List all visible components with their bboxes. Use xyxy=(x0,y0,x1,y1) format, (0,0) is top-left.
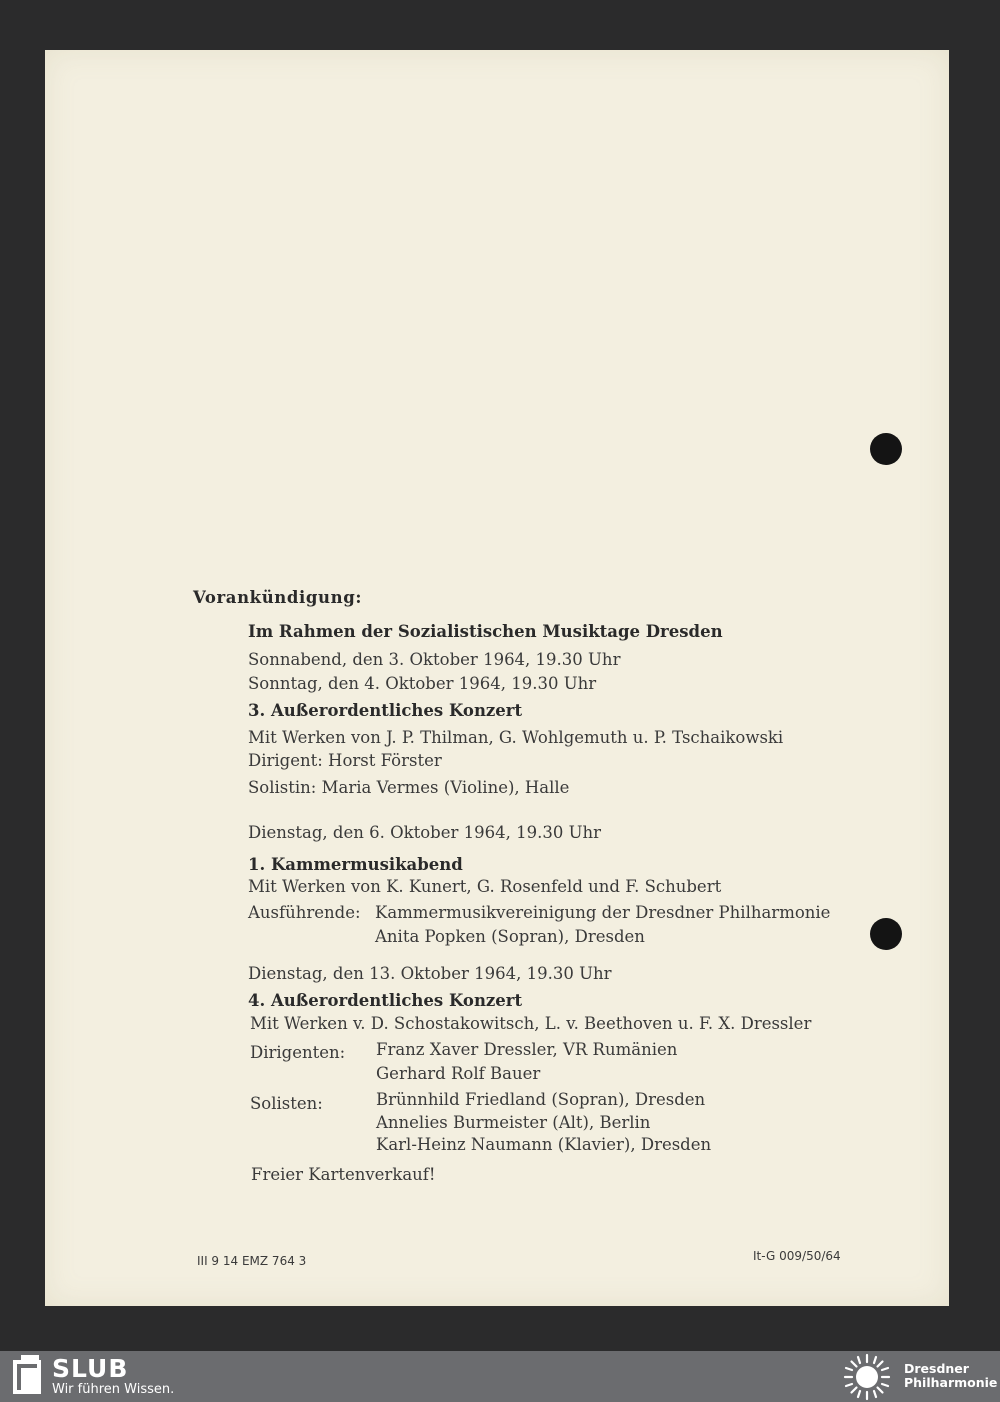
event3-date-2: Sonntag, den 4. Oktober 1964, 19.30 Uhr xyxy=(248,674,597,693)
dresdner-philharmonie-name xyxy=(904,1362,997,1390)
event4-conductor: Franz Xaver Dressler, VR Rumänien xyxy=(376,1040,678,1059)
slub-tagline: Wir führen Wissen. xyxy=(52,1382,175,1397)
event3-title: 3. Außerordentliches Konzert xyxy=(248,701,523,720)
event4-date: Dienstag, den 13. Oktober 1964, 19.30 Uhr xyxy=(248,964,612,983)
print-code-right: It-G 009/50/64 xyxy=(753,1249,841,1263)
punch-hole-top xyxy=(870,433,902,465)
event1-title: 1. Kammermusikabend xyxy=(248,855,463,874)
event4-soloist: Annelies Burmeister (Alt), Berlin xyxy=(376,1113,651,1132)
event3-conductor: Dirigent: Horst Förster xyxy=(248,751,442,770)
event4-soloist: Brünnhild Friedland (Sopran), Dresden xyxy=(376,1090,706,1109)
event3-date-1: Sonnabend, den 3. Oktober 1964, 19.30 Uhr xyxy=(248,650,621,669)
partner-name-line-1: Dresdner xyxy=(904,1361,969,1376)
event4-soloists-label: Solisten: xyxy=(250,1094,323,1113)
event4-works: Mit Werken v. D. Schostakowitsch, L. v. Beethoven u. F. X. Dressler xyxy=(250,1014,812,1033)
event1-performers-label: Ausführende: xyxy=(248,903,361,922)
event3-works: Mit Werken von J. P. Thilman, G. Wohlgemuth u. P. Tschaikowski xyxy=(248,728,784,747)
event4-soloist: Karl-Heinz Naumann (Klavier), Dresden xyxy=(376,1135,712,1154)
event3-soloist: Solistin: Maria Vermes (Violine), Halle xyxy=(248,778,570,797)
print-code-left: III 9 14 EMZ 764 3 xyxy=(197,1254,307,1268)
partner-name-line-2: Philharmonie xyxy=(904,1375,998,1390)
event1-performer: Kammermusikvereinigung der Dresdner Philharmonie xyxy=(375,903,831,922)
announcement-heading: Vorankündigung: xyxy=(193,588,363,607)
event1-date: Dienstag, den 6. Oktober 1964, 19.30 Uhr xyxy=(248,823,602,842)
ticket-sale-note: Freier Kartenverkauf! xyxy=(251,1165,436,1184)
series-title: Im Rahmen der Sozialistischen Musiktage Dresden xyxy=(248,622,723,641)
event4-title: 4. Außerordentliches Konzert xyxy=(248,991,523,1010)
slub-logo-icon xyxy=(12,1355,42,1395)
event4-conductor: Gerhard Rolf Bauer xyxy=(376,1064,541,1083)
event4-conductors-label: Dirigenten: xyxy=(250,1043,346,1062)
branding-bar xyxy=(0,1351,1000,1402)
slub-name: SLUB xyxy=(52,1354,129,1383)
event1-works: Mit Werken von K. Kunert, G. Rosenfeld und F. Schubert xyxy=(248,877,722,896)
punch-hole-bottom xyxy=(870,918,902,950)
dresdner-philharmonie-logo-icon xyxy=(840,1353,894,1401)
event1-performer: Anita Popken (Sopran), Dresden xyxy=(375,927,645,946)
